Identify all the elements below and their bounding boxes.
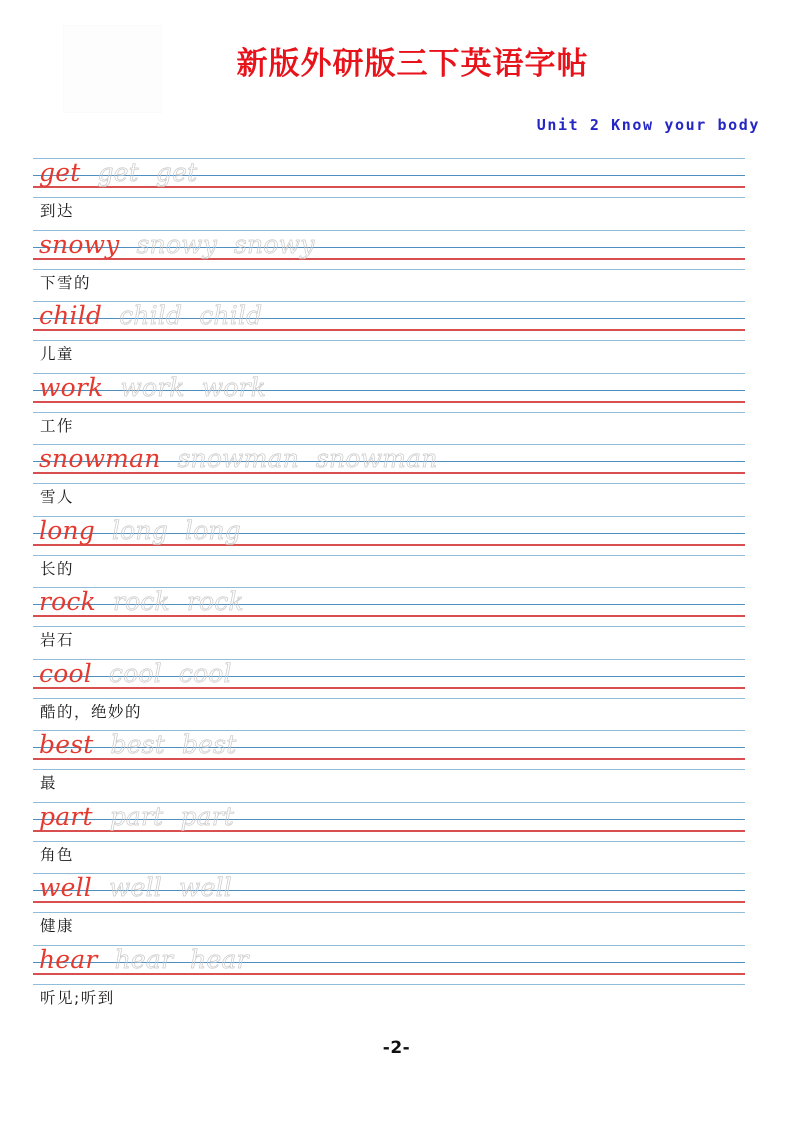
translation-gloss: 到达	[40, 202, 75, 220]
translation-gloss: 下雪的	[40, 273, 92, 292]
guide-line-bottom	[33, 984, 745, 985]
word-row	[39, 728, 236, 762]
word-row	[39, 371, 266, 405]
translation-gloss: 最	[40, 774, 58, 792]
trace-word[interactable]: work	[120, 372, 185, 402]
model-word: snowman	[39, 444, 161, 473]
trace-word[interactable]: rock	[186, 587, 244, 616]
translation-gloss: 长的	[40, 559, 75, 578]
model-word: part	[39, 801, 93, 831]
word-row	[39, 514, 241, 548]
translation-gloss: 酷的，绝妙的	[40, 702, 143, 721]
word-block	[33, 438, 745, 510]
model-word: work	[39, 372, 104, 402]
word-row	[39, 585, 244, 619]
trace-word[interactable]: snowman	[316, 444, 438, 473]
word-block	[33, 367, 745, 439]
trace-word[interactable]: hear	[114, 944, 174, 974]
trace-word[interactable]: snowy	[234, 229, 315, 259]
model-word: best	[39, 730, 94, 759]
word-block	[33, 796, 745, 868]
word-block	[33, 867, 745, 939]
trace-word[interactable]: cool	[178, 658, 232, 688]
translation-gloss: 工作	[40, 416, 75, 435]
word-block	[33, 224, 745, 296]
guide-line-bottom	[33, 197, 745, 198]
word-row	[39, 299, 262, 333]
word-block	[33, 295, 745, 367]
trace-word[interactable]: snowy	[136, 229, 218, 259]
guide-line-bottom	[33, 912, 745, 913]
model-word: child	[39, 301, 103, 330]
word-row	[39, 228, 315, 262]
trace-word[interactable]: cool	[108, 658, 162, 688]
trace-word[interactable]: get	[97, 158, 139, 187]
page-number: -2-	[382, 1038, 411, 1058]
word-block	[33, 510, 745, 582]
model-word: cool	[39, 658, 92, 688]
guide-line-bottom	[33, 269, 745, 270]
model-word: hear	[39, 944, 98, 974]
translation-gloss: 角色	[40, 845, 75, 864]
unit-subtitle: Unit 2 Know your body	[536, 116, 760, 134]
guide-line-bottom	[33, 412, 745, 413]
guide-line-bottom	[33, 698, 745, 699]
trace-word[interactable]: long	[111, 515, 168, 545]
trace-word[interactable]: well	[109, 873, 162, 902]
trace-word[interactable]: long	[184, 515, 241, 545]
translation-gloss: 岩石	[40, 631, 75, 649]
guide-line-bottom	[33, 769, 745, 770]
trace-word[interactable]: child	[119, 301, 183, 330]
word-row	[39, 871, 232, 905]
trace-word[interactable]: child	[199, 301, 263, 330]
guide-line-bottom	[33, 555, 745, 556]
model-word: rock	[39, 587, 96, 616]
word-block	[33, 939, 745, 1011]
trace-word[interactable]: work	[201, 372, 267, 402]
word-row	[39, 442, 438, 476]
trace-word[interactable]: best	[181, 730, 237, 759]
model-word: well	[39, 873, 92, 902]
page-title: 新版外研版三下英语字帖	[236, 46, 589, 82]
trace-word[interactable]: well	[179, 873, 232, 902]
word-row	[39, 657, 232, 691]
translation-gloss: 听见;听到	[40, 988, 115, 1007]
word-block	[33, 653, 745, 725]
word-block	[33, 724, 745, 796]
word-block	[33, 581, 745, 653]
trace-word[interactable]: rock	[112, 587, 170, 616]
translation-gloss: 健康	[40, 917, 75, 935]
trace-word[interactable]: snowman	[177, 444, 299, 473]
handwriting-practice-sheet	[33, 152, 745, 1010]
guide-line-bottom	[33, 841, 745, 842]
word-row	[39, 800, 234, 834]
guide-line-bottom	[33, 340, 745, 341]
model-word: snowy	[39, 229, 120, 259]
trace-word[interactable]: best	[110, 730, 165, 759]
trace-word[interactable]: get	[155, 158, 198, 187]
model-word: long	[39, 515, 95, 545]
word-row	[39, 943, 249, 977]
trace-word[interactable]: hear	[190, 944, 249, 974]
guide-line-bottom	[33, 626, 745, 627]
translation-gloss: 雪人	[40, 488, 75, 506]
guide-line-bottom	[33, 483, 745, 484]
word-block	[33, 152, 745, 224]
trace-word[interactable]: part	[180, 801, 235, 831]
model-word: get	[39, 158, 81, 187]
word-row	[39, 156, 197, 190]
translation-gloss: 儿童	[40, 345, 75, 363]
trace-word[interactable]: part	[109, 801, 164, 831]
